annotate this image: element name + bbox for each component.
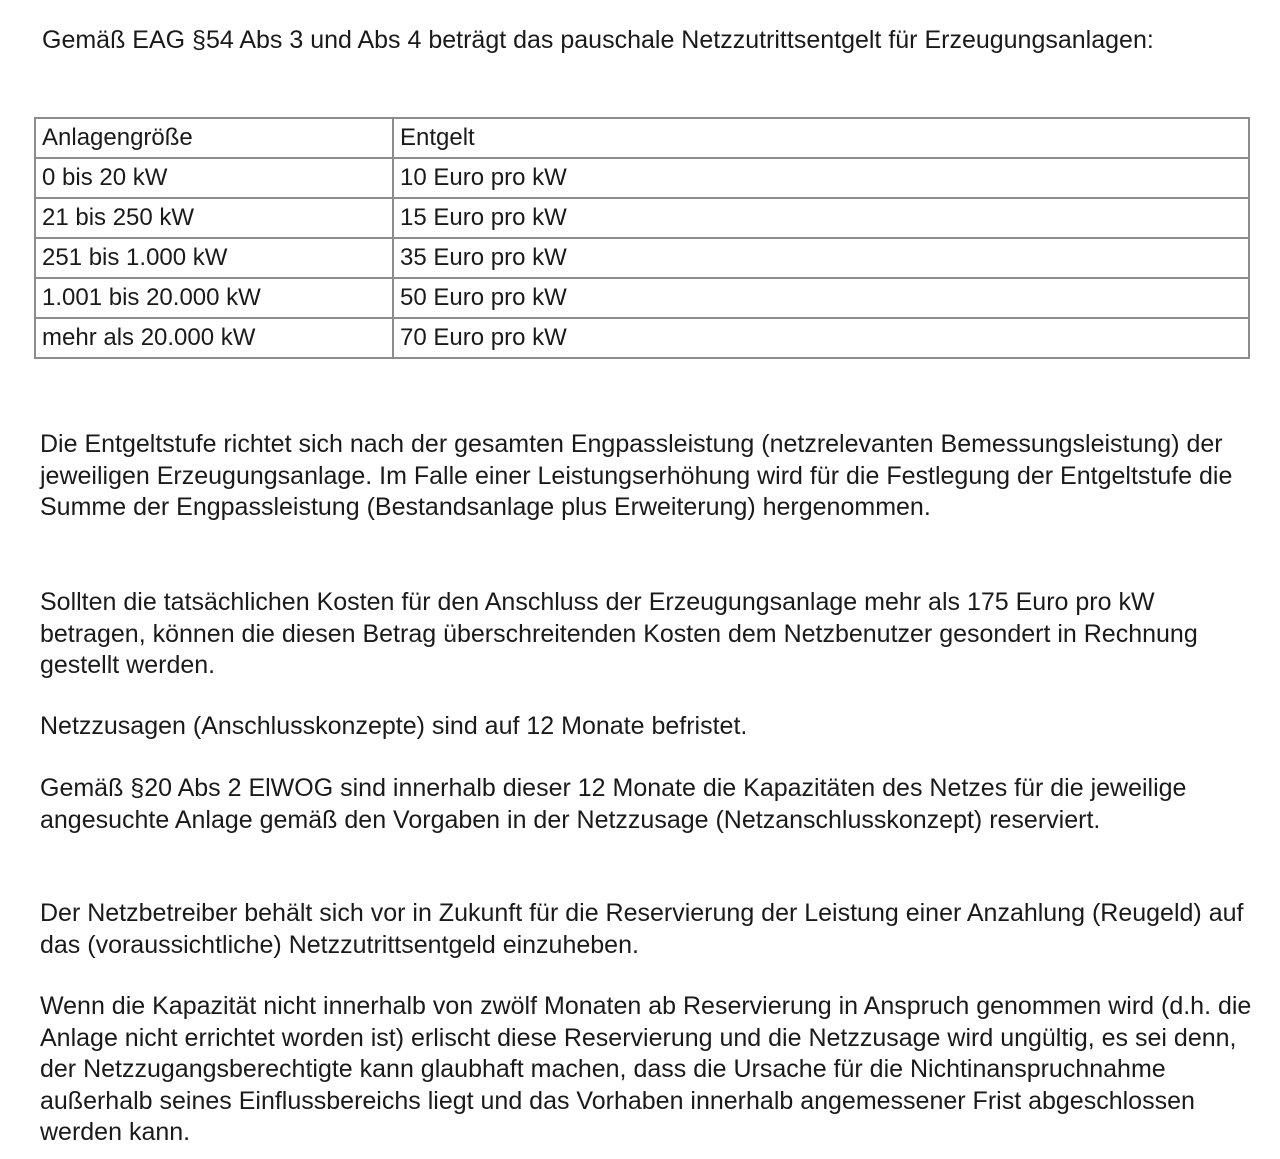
table-header-row: [35, 118, 1249, 158]
table-cell-fee: 10 Euro pro kW: [393, 158, 1249, 198]
paragraph-fee-tier: Die Entgeltstufe richtet sich nach der gesamten Engpassleistung (netzrelevanten Bemessungsleistung) der jeweiligen Erzeugungsanlage. Im Falle einer Leistungserhöhung wird für die Festlegung der Entgeltstufe die Summe der Engpassleistung (Bestandsanlage plus Erweiterung) hergenommen.: [40, 430, 1233, 521]
intro-text: Gemäß EAG §54 Abs 3 und Abs 4 beträgt das pauschale Netzzutrittsentgelt für Erzeugungsanlagen:: [42, 26, 1154, 54]
paragraph-capacity-reservation: Gemäß §20 Abs 2 ElWOG sind innerhalb dieser 12 Monate die Kapazitäten des Netzes für die jeweilige angesuchte Anlage gemäß den Vorgaben in der Netzzusage (Netzanschlusskonzept) reserviert.: [40, 774, 1187, 834]
table-cell-fee: 15 Euro pro kW: [393, 198, 1249, 238]
paragraph-cost-limit: Sollten die tatsächlichen Kosten für den Anschluss der Erzeugungsanlage mehr als 175 Euro pro kW betragen, können die diesen Betrag überschreitenden Kosten dem Netzbenutzer gesondert in Rechnung gestellt werden.: [40, 588, 1198, 679]
table-row: [35, 318, 1249, 358]
table-row: [35, 278, 1249, 318]
paragraph-expiry: Wenn die Kapazität nicht innerhalb von zwölf Monaten ab Reservierung in Anspruch genommen wird (d.h. die Anlage nicht errichtet worden ist) erlischt diese Reservierung und die Netzzusage wird ungültig, es sei denn, der Netzzugangsberechtigte kann glaubhaft machen, dass die Ursache für die Nichtinanspruchnahme außerhalb seines Einflussbereichs liegt und das Vorhaben innerhalb angemessener Frist abgeschlossen werden kann.: [40, 992, 1252, 1146]
paragraph-deposit: Der Netzbetreiber behält sich vor in Zukunft für die Reservierung der Leistung einer Anzahlung (Reugeld) auf das (voraussichtliche) Netzzutrittsentgeld einzuheben.: [40, 899, 1244, 959]
table-cell-size: mehr als 20.000 kW: [35, 318, 393, 358]
table-cell-fee: 35 Euro pro kW: [393, 238, 1249, 278]
table-row: [35, 198, 1249, 238]
fee-table: [34, 117, 1250, 359]
table-row: [35, 238, 1249, 278]
table-header-cell: Anlagengröße: [35, 118, 393, 158]
table-cell-size: 0 bis 20 kW: [35, 158, 393, 198]
table-cell-fee: 70 Euro pro kW: [393, 318, 1249, 358]
table-header-cell: Entgelt: [393, 118, 1249, 158]
table-cell-size: 251 bis 1.000 kW: [35, 238, 393, 278]
table-cell-size: 21 bis 250 kW: [35, 198, 393, 238]
paragraph-time-limit: Netzzusagen (Anschlusskonzepte) sind auf 12 Monate befristet.: [40, 712, 748, 740]
table-cell-fee: 50 Euro pro kW: [393, 278, 1249, 318]
table-cell-size: 1.001 bis 20.000 kW: [35, 278, 393, 318]
table-row: [35, 158, 1249, 198]
